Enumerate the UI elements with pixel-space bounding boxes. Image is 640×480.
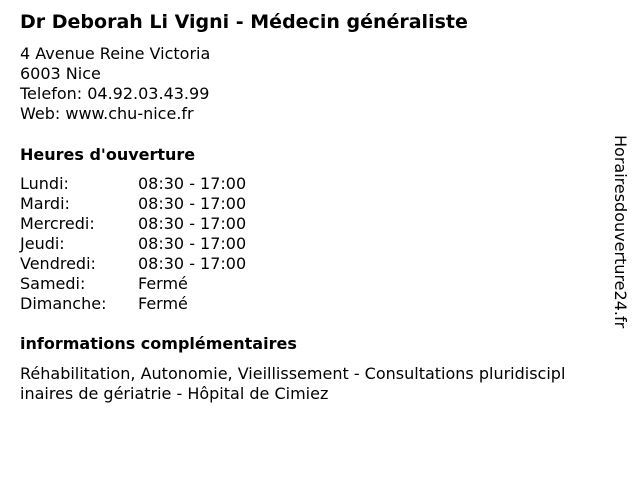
hours-heading: Heures d'ouverture [20, 145, 196, 164]
page-title: Dr Deborah Li Vigni - Médecin généraliste [20, 11, 468, 33]
hours-time: 08:30 - 17:00 [138, 174, 247, 193]
hours-row-mercredi [20, 214, 246, 234]
hours-row-jeudi [20, 234, 246, 254]
phone-number: Telefon: 04.92.03.43.99 [20, 84, 210, 103]
info-text-line: Réhabilitation, Autonomie, Vieillissement - Consultations pluridiscipl [20, 364, 566, 383]
hours-day: Mercredi: [20, 214, 95, 233]
hours-row-dimanche [20, 294, 246, 314]
address-city: 6003 Nice [20, 64, 101, 83]
hours-day: Vendredi: [20, 254, 96, 273]
hours-time: 08:30 - 17:00 [138, 234, 247, 253]
hours-day: Jeudi: [20, 234, 65, 253]
website: Web: www.chu-nice.fr [20, 104, 194, 123]
contact-block [20, 44, 210, 124]
info-heading: informations complémentaires [20, 334, 297, 353]
hours-day: Dimanche: [20, 294, 107, 313]
hours-time: 08:30 - 17:00 [138, 194, 247, 213]
info-text-line: inaires de gériatrie - Hôpital de Cimiez [20, 384, 329, 403]
hours-time: Fermé [138, 274, 188, 293]
address-street: 4 Avenue Reine Victoria [20, 44, 211, 63]
hours-day: Mardi: [20, 194, 70, 213]
info-text [20, 364, 620, 404]
hours-time: 08:30 - 17:00 [138, 214, 247, 233]
hours-row-samedi [20, 274, 246, 294]
hours-row-lundi [20, 174, 246, 194]
hours-time: 08:30 - 17:00 [138, 254, 247, 273]
hours-day: Samedi: [20, 274, 86, 293]
hours-row-mardi [20, 194, 246, 214]
hours-day: Lundi: [20, 174, 69, 193]
hours-row-vendredi [20, 254, 246, 274]
hours-time: Fermé [138, 294, 188, 313]
brand-watermark: Horairesdouverture24.fr [611, 135, 630, 329]
hours-table [20, 174, 246, 314]
